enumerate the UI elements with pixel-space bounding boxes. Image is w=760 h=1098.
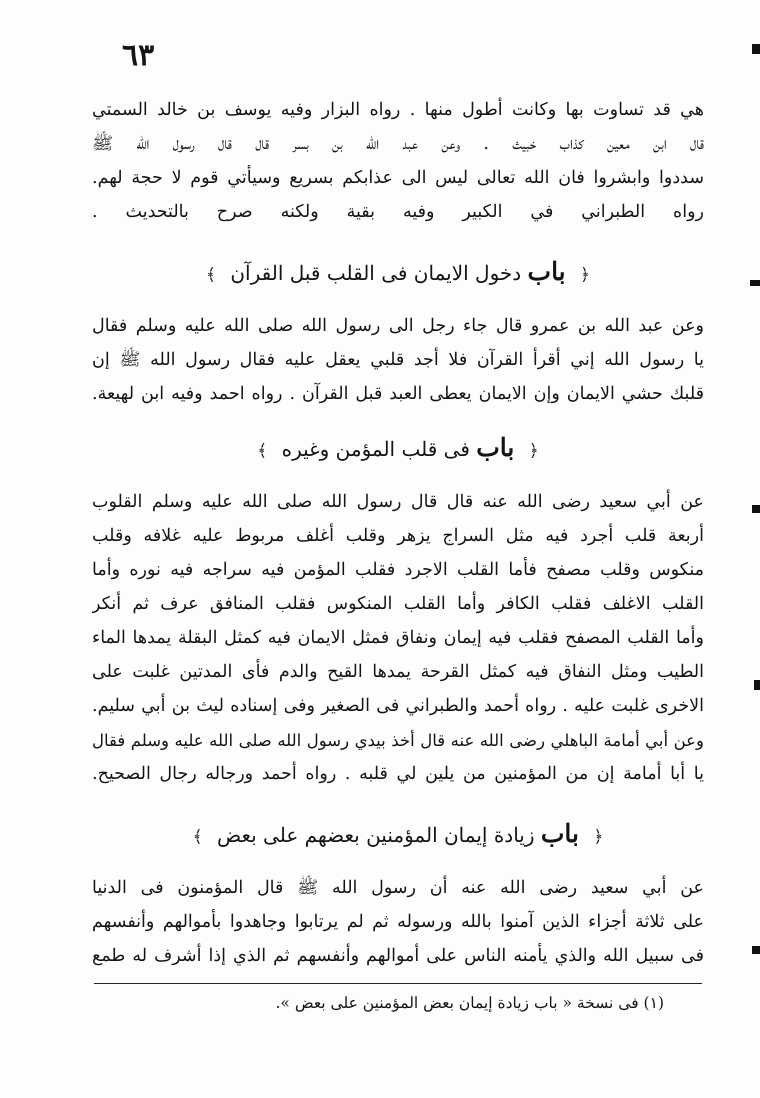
text-line: القلب الاغلف فقلب الكافر وأما القلب المنكوس فقلب المنافق عرف ثم أنكر — [92, 594, 704, 614]
ornament-left: ﴾ — [257, 441, 268, 461]
scan-mark — [752, 946, 760, 954]
text-line: يا أبا أمامة إن من المؤمنين من يلين لي قلبه . رواه أحمد ورجاله رجال الصحيح. — [92, 764, 704, 784]
page-number: ٦٣ — [122, 38, 155, 73]
text-line: عن أبي سعيد رضى الله عنه قال قال رسول الله صلى الله عليه وسلم القلوب — [92, 492, 704, 512]
heading-title: دخول الايمان فى القلب قبل القرآن — [230, 261, 522, 285]
section-heading — [92, 430, 704, 469]
heading-title: زيادة إيمان المؤمنين بعضهم على بعض — [216, 823, 535, 847]
ornament-left: ﴾ — [206, 265, 216, 285]
footnote-rule — [94, 983, 702, 984]
heading-bab: باب — [476, 433, 515, 462]
section-heading — [92, 816, 704, 855]
heading-bab: باب — [527, 257, 566, 286]
scan-mark — [752, 505, 760, 513]
ornament-right: ﴿ — [593, 827, 604, 847]
text-line: وعن عبد الله بن عمرو قال جاء رجل الى رسول الله صلى الله عليه وسلم فقال — [92, 316, 704, 336]
text-line: قلبك حشي الايمان وإن الايمان يعطى العبد قبل القرآن . رواه احمد وفيه ابن لهيعة. — [92, 384, 704, 404]
heading-title: فى قلب المؤمن وغيره — [281, 437, 470, 461]
text-line: منكوس وقلب مصفح فأما القلب الاجرد فقلب المؤمن فيه سراجه فيه نوره وأما — [92, 560, 704, 580]
heading-bab: باب — [540, 819, 580, 848]
ornament-right: ﴿ — [580, 265, 590, 285]
text-line: عن أبي سعيد رضى الله عنه أن رسول الله ﷺ قال المؤمنون فى الدنيا — [92, 878, 704, 898]
ornament-right: ﴿ — [528, 441, 539, 461]
text-line: يا رسول الله إني أقرأ القرآن فلا أجد قلبي يعقل عليه فقال رسول الله ﷺ إن — [92, 350, 704, 370]
ornament-left: ﴾ — [192, 827, 203, 847]
text-line: رواه الطبراني في الكبير وفيه بقية ولكنه صرح بالتحديث . — [92, 202, 704, 222]
scan-mark — [754, 680, 760, 690]
text-line: قال ابن معين كذاب خبيث . وعن عبد الله بن بسر قال قال رسول الله ﷺ — [92, 134, 704, 154]
section-heading — [92, 254, 704, 293]
text-line: وأما القلب المصفح فقلب فيه إيمان ونفاق فمثل الايمان فيه كمثل البقلة يمدها الماء — [92, 628, 704, 648]
text-line: الطيب ومثل النفاق فيه كمثل القرحة يمدها القيح والدم فأى المدتين غلبت على — [92, 662, 704, 682]
scan-mark — [752, 44, 760, 54]
text-line: فى سبيل الله والذي يأمنه الناس على أموالهم وأنفسهم ثم الذي إذا أشرف له طمع — [92, 946, 704, 966]
text-line: سددوا وابشروا فان الله تعالى ليس الى عذابكم بسريع وسيأتي قوم لا حجة لهم. — [92, 168, 704, 188]
text-line: أربعة قلب أجرد فيه مثل السراج يزهر وقلب أغلف مربوط عليه غلافه وقلب — [92, 526, 704, 546]
scan-mark — [750, 280, 760, 286]
text-line: هي قد تساوت بها وكانت أطول منها . رواه البزار وفيه يوسف بن خالد السمتي — [92, 100, 704, 120]
text-line: على ثلاثة أجزاء الذين آمنوا بالله ورسوله ثم لم يرتابوا وجاهدوا بأموالهم وأنفسهم — [92, 912, 704, 932]
text-line: وعن أبي أمامة الباهلي رضى الله عنه قال أخذ بيدي رسول الله صلى الله عليه وسلم فقال — [92, 731, 704, 750]
footnote: (١) فى نسخة « باب زيادة إيمان بعض المؤمنين على بعض ». — [275, 994, 664, 1012]
text-line: الاخرى غلبت عليه . رواه أحمد والطبراني فى الصغير وفى إسناده ليث بن أبي سليم. — [92, 696, 704, 716]
